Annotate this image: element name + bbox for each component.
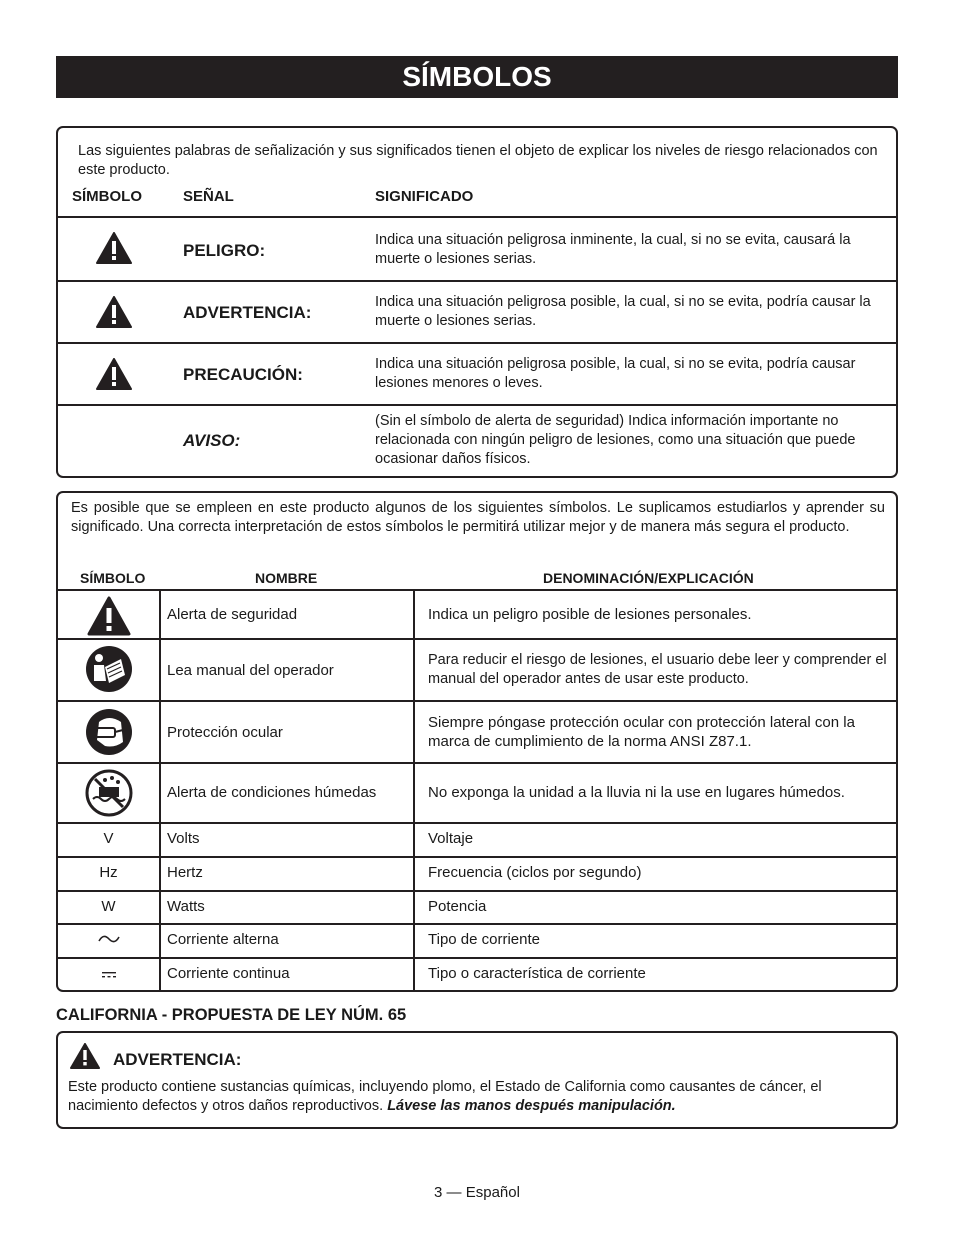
divider	[58, 342, 896, 344]
symbol-explanation: Tipo de corriente	[428, 931, 541, 948]
header-symbol: SÍMBOLO	[80, 570, 146, 586]
direct-current-icon	[102, 971, 116, 979]
divider	[58, 762, 896, 764]
symbol-explanation: Indica un peligro posible de lesiones personales.	[428, 606, 752, 623]
symbol-explanation: Para reducir el riesgo de lesiones, el usuario debe leer y comprender el manual del operador antes de usar este producto.	[428, 652, 887, 687]
signal-label-danger: PELIGRO:	[183, 241, 266, 260]
divider	[58, 700, 896, 702]
symbol-name: Watts	[167, 898, 205, 915]
symbol-explanation: Voltaje	[428, 830, 474, 847]
header-signal: SEÑAL	[183, 188, 234, 205]
symbol-hertz: Hz	[99, 864, 118, 881]
divider	[58, 589, 896, 591]
read-manual-icon	[85, 645, 133, 693]
symbols-box	[56, 491, 898, 992]
california-text: Este producto contiene sustancias químicas, incluyendo plomo, el Estado de California como causantes de cáncer, el nacimiento defectos y otros daños reproductivos.	[68, 1079, 822, 1114]
signal-intro: Las siguientes palabras de señalización y sus significados tienen el objeto de explicar los niveles de riesgo relacionados con este producto.	[78, 143, 878, 178]
signal-label-caution: PRECAUCIÓN:	[183, 365, 303, 384]
signal-words-box	[56, 126, 898, 478]
symbol-explanation: No exponga la unidad a la lluvia ni la use en lugares húmedos.	[428, 784, 845, 801]
california-section-title: CALIFORNIA - PROPUESTA DE LEY NÚM. 65	[56, 1006, 407, 1024]
symbol-explanation: Potencia	[428, 898, 487, 915]
symbol-name: Alerta de condiciones húmedas	[167, 784, 377, 801]
california-warning-text	[68, 1078, 888, 1116]
divider	[58, 856, 896, 858]
header-meaning: SIGNIFICADO	[375, 188, 474, 205]
divider	[58, 280, 896, 282]
divider	[159, 589, 161, 990]
header-explanation: DENOMINACIÓN/EXPLICACIÓN	[543, 570, 754, 586]
signal-desc-notice: (Sin el símbolo de alerta de seguridad) Indica información importante no relacionada con ningún peligro de lesiones, como una situación que puede ocasionar daños físicos.	[375, 413, 856, 467]
california-text-bold: Lávese las manos después manipulación.	[387, 1098, 676, 1114]
symbol-name: Alerta de seguridad	[167, 606, 298, 623]
symbol-name: Hertz	[167, 864, 203, 881]
signal-desc-caution: Indica una situación peligrosa posible, la cual, si no se evita, podría causar lesiones menores o leves.	[375, 356, 856, 391]
safety-alert-icon	[87, 596, 131, 636]
divider	[58, 404, 896, 406]
signal-label-notice: AVISO:	[183, 431, 241, 450]
signal-desc-warning: Indica una situación peligrosa posible, la cual, si no se evita, podría causar la muerte o lesiones serias.	[375, 294, 871, 329]
wet-conditions-icon	[85, 769, 133, 817]
warning-triangle-icon	[96, 232, 132, 264]
warning-triangle-icon	[96, 296, 132, 328]
symbol-explanation: Siempre póngase protección ocular con protección lateral con la marca de cumplimiento de la norma ANSI Z87.1.	[428, 714, 855, 750]
divider	[58, 216, 896, 218]
california-warning-box	[56, 1031, 898, 1129]
symbols-intro: Es posible que se empleen en este producto algunos de los siguientes símbolos. Le suplicamos estudiarlos y aprender su significado. Una correcta interpretación de estos símbolos le permitirá utilizar mejor y de manera más segura el producto.	[71, 500, 885, 535]
page-title: SÍMBOLOS	[56, 56, 898, 98]
symbol-name: Lea manual del operador	[167, 662, 334, 679]
alternating-current-icon	[98, 933, 120, 945]
header-name: NOMBRE	[255, 570, 318, 586]
california-warning-label: ADVERTENCIA:	[113, 1050, 242, 1069]
symbol-name: Protección ocular	[167, 724, 283, 741]
symbol-name: Corriente continua	[167, 965, 290, 982]
divider	[58, 822, 896, 824]
signal-desc-danger: Indica una situación peligrosa inminente, la cual, si no se evita, causará la muerte o lesiones serias.	[375, 232, 851, 267]
symbol-explanation: Tipo o característica de corriente	[428, 965, 646, 982]
eye-protection-icon	[85, 708, 133, 756]
divider	[58, 957, 896, 959]
header-symbol: SÍMBOLO	[72, 188, 142, 205]
symbol-volts: V	[103, 830, 114, 847]
divider	[58, 923, 896, 925]
divider	[413, 589, 415, 990]
symbol-name: Corriente alterna	[167, 931, 279, 948]
symbol-explanation: Frecuencia (ciclos por segundo)	[428, 864, 642, 881]
warning-triangle-icon	[70, 1043, 100, 1069]
warning-triangle-icon	[96, 358, 132, 390]
symbol-watts: W	[101, 898, 116, 915]
page-number: 3 — Español	[434, 1184, 520, 1201]
divider	[58, 638, 896, 640]
signal-label-warning: ADVERTENCIA:	[183, 303, 312, 322]
divider	[58, 890, 896, 892]
symbol-name: Volts	[167, 830, 200, 847]
